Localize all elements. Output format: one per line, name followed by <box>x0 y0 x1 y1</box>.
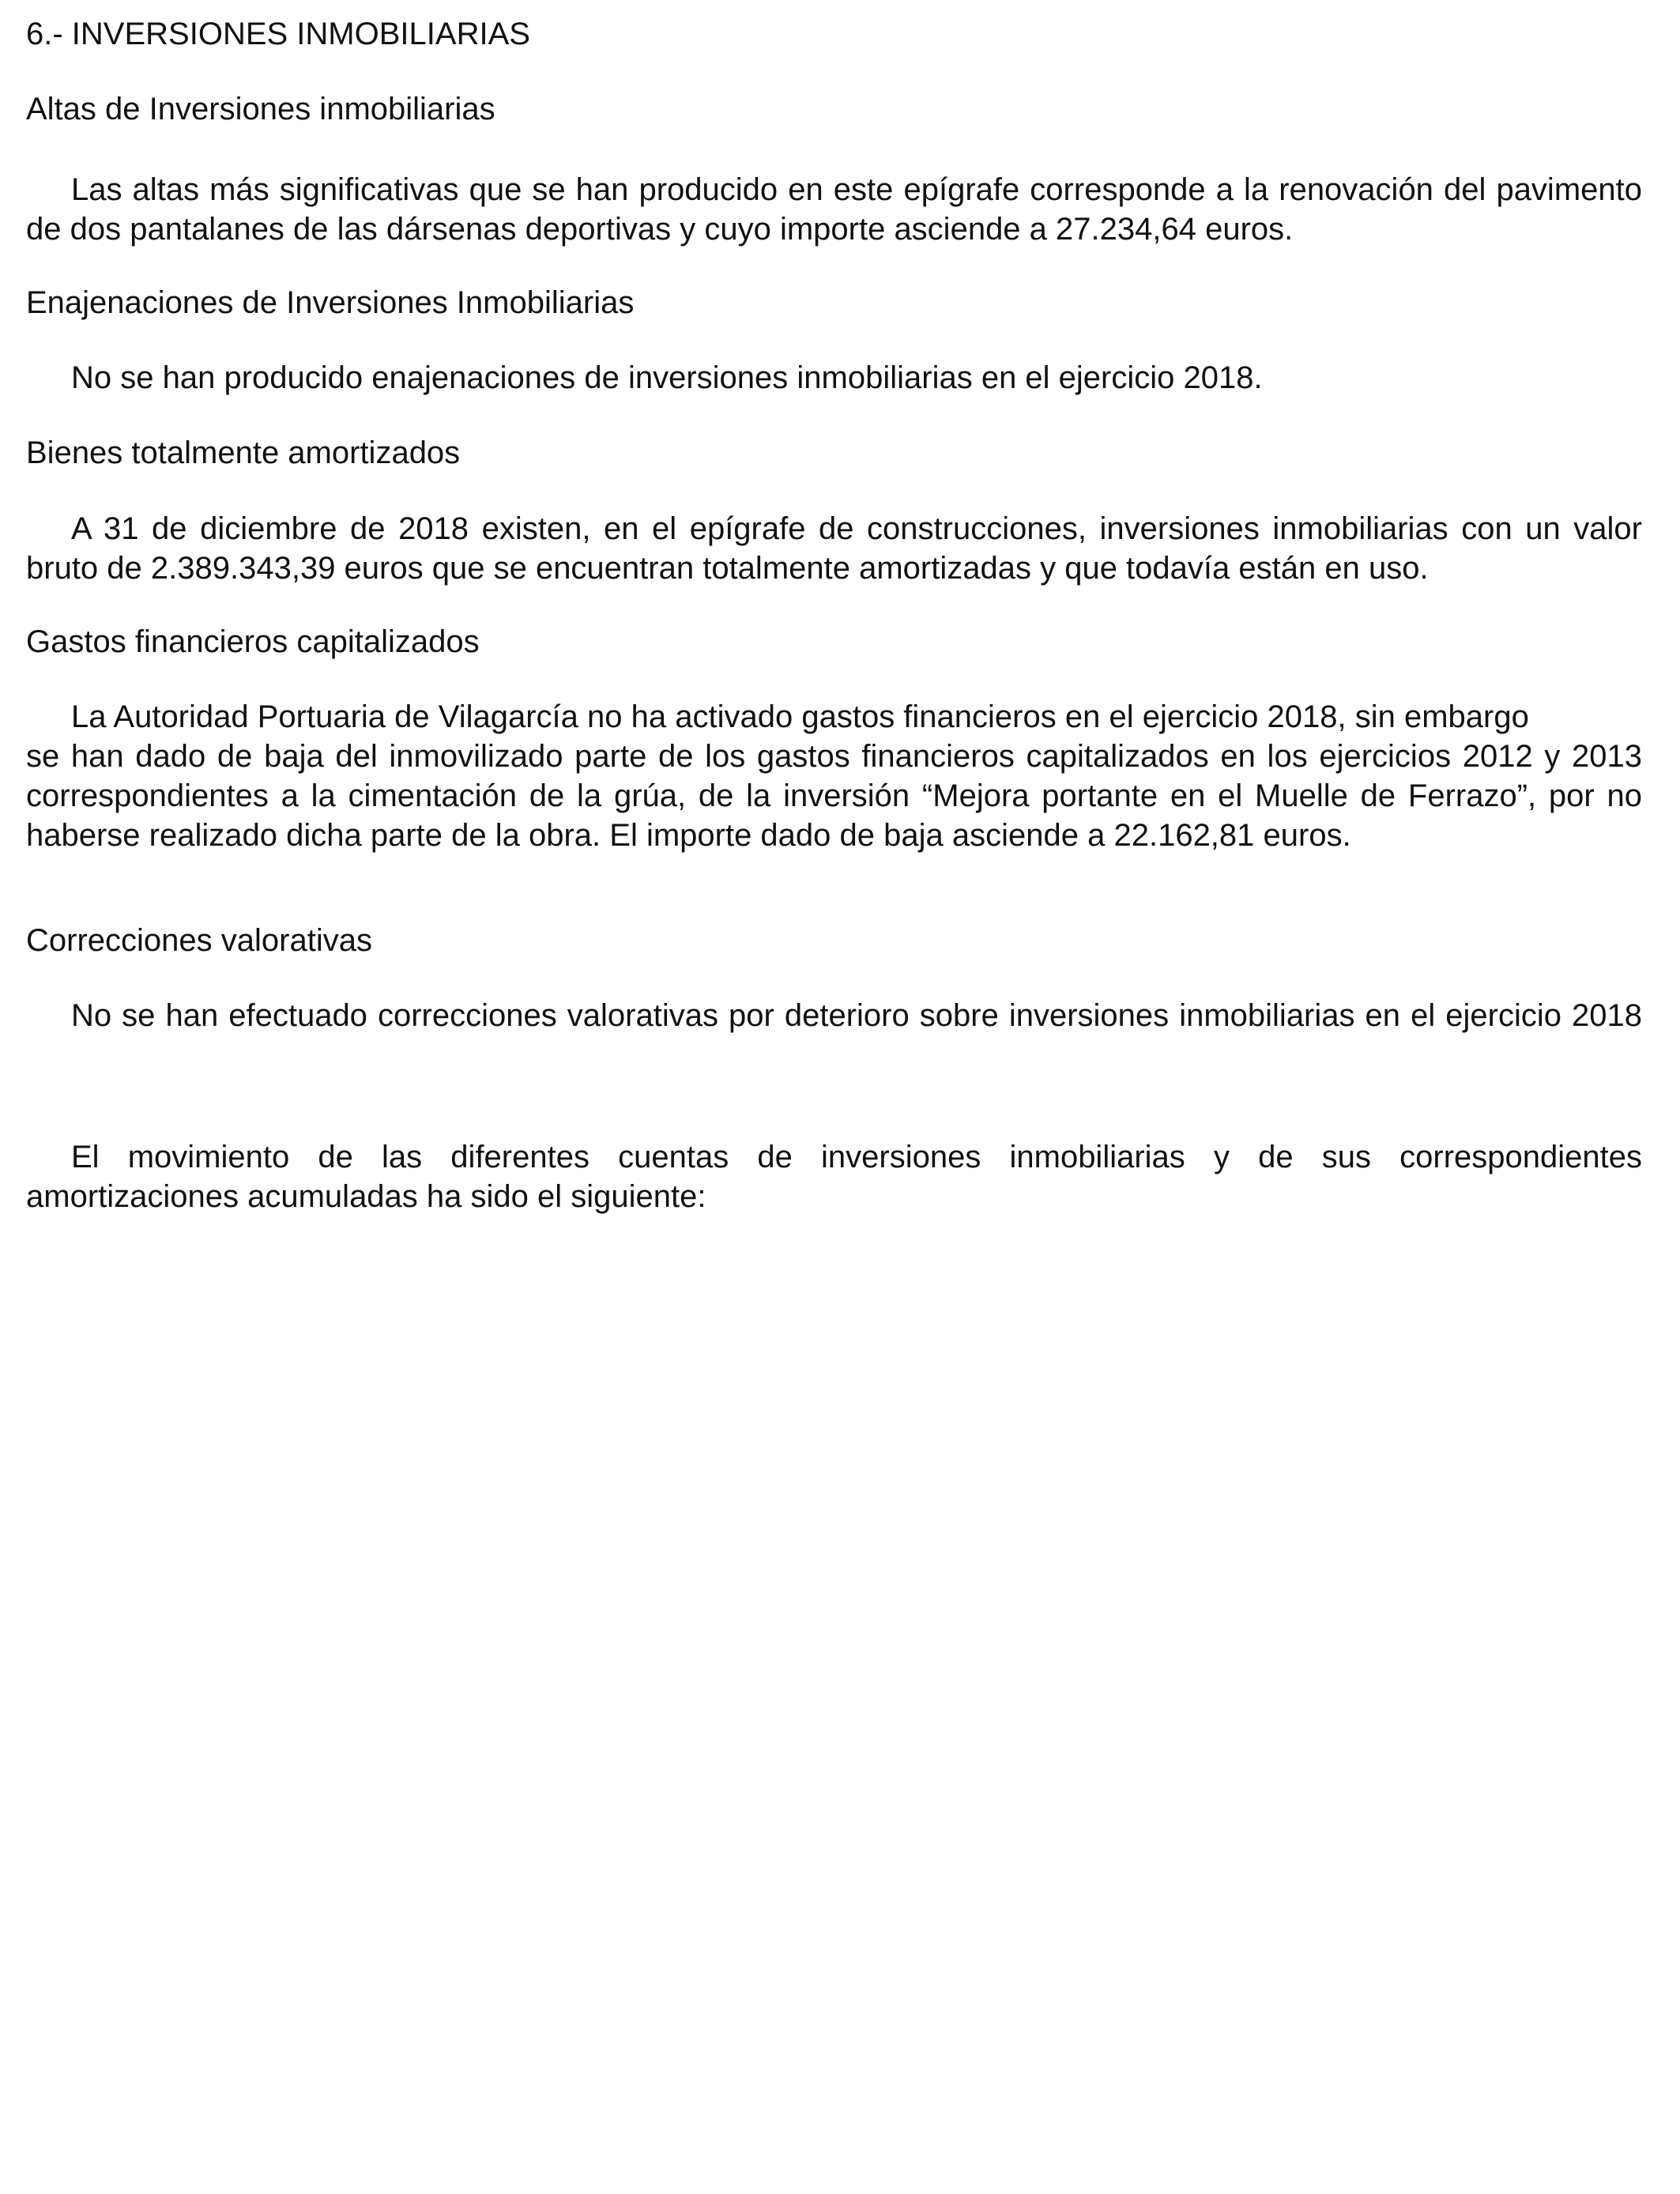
paragraph-line: No se han producido enajenaciones de inversiones inmobiliarias en el ejercicio 2018. <box>71 360 1263 395</box>
paragraph-line: No se han efectuado correcciones valorativas por deterioro sobre inversiones inmobiliarias en el ejercicio 2018 <box>71 998 1642 1033</box>
paragraph-line: La Autoridad Portuaria de Vilagarcía no ha activado gastos financieros en el ejercicio 2018, sin embargo <box>71 699 1529 734</box>
section-heading-gastos-financieros: Gastos financieros capitalizados <box>26 624 480 659</box>
paragraph-line: correspondientes a la cimentación de la grúa, de la inversión “Mejora portante en el Muelle de Ferrazo”, por no <box>26 778 1642 813</box>
section-heading-enajenaciones: Enajenaciones de Inversiones Inmobiliarias <box>26 285 635 320</box>
section-heading-altas: Altas de Inversiones inmobiliarias <box>26 92 495 126</box>
paragraph-line: A 31 de diciembre de 2018 existen, en el epígrafe de construcciones, inversiones inmobiliarias con un valor <box>71 511 1642 546</box>
paragraph-line: bruto de 2.389.343,39 euros que se encuentran totalmente amortizadas y que todavía están en uso. <box>26 551 1429 586</box>
paragraph-altas <box>26 170 1642 249</box>
paragraph-line: El movimiento de las diferentes cuentas de inversiones inmobiliarias y de sus correspondientes <box>71 1140 1642 1174</box>
paragraph-line: de dos pantalanes de las dársenas deportivas y cuyo importe asciende a 27.234,64 euros. <box>26 212 1294 247</box>
paragraph-line: Las altas más significativas que se han producido en este epígrafe corresponde a la renovación del pavimento <box>71 172 1642 207</box>
paragraph-bienes-amortizados <box>26 509 1642 588</box>
section-heading-correcciones: Correcciones valorativas <box>26 923 372 958</box>
paragraph-movimiento <box>26 1137 1642 1216</box>
paragraph-line: haberse realizado dicha parte de la obra. El importe dado de baja asciende a 22.162,81 euros. <box>26 818 1351 853</box>
paragraph-line: se han dado de baja del inmovilizado parte de los gastos financieros capitalizados en los ejercicios 2012 y 2013 <box>26 739 1642 774</box>
paragraph-line: amortizaciones acumuladas ha sido el siguiente: <box>26 1179 706 1214</box>
paragraph-correcciones <box>26 996 1642 1035</box>
paragraph-gastos-financieros <box>26 697 1642 855</box>
paragraph-enajenaciones <box>26 358 1642 398</box>
document-title: 6.- INVERSIONES INMOBILIARIAS <box>26 17 530 51</box>
section-heading-bienes-amortizados: Bienes totalmente amortizados <box>26 435 461 470</box>
